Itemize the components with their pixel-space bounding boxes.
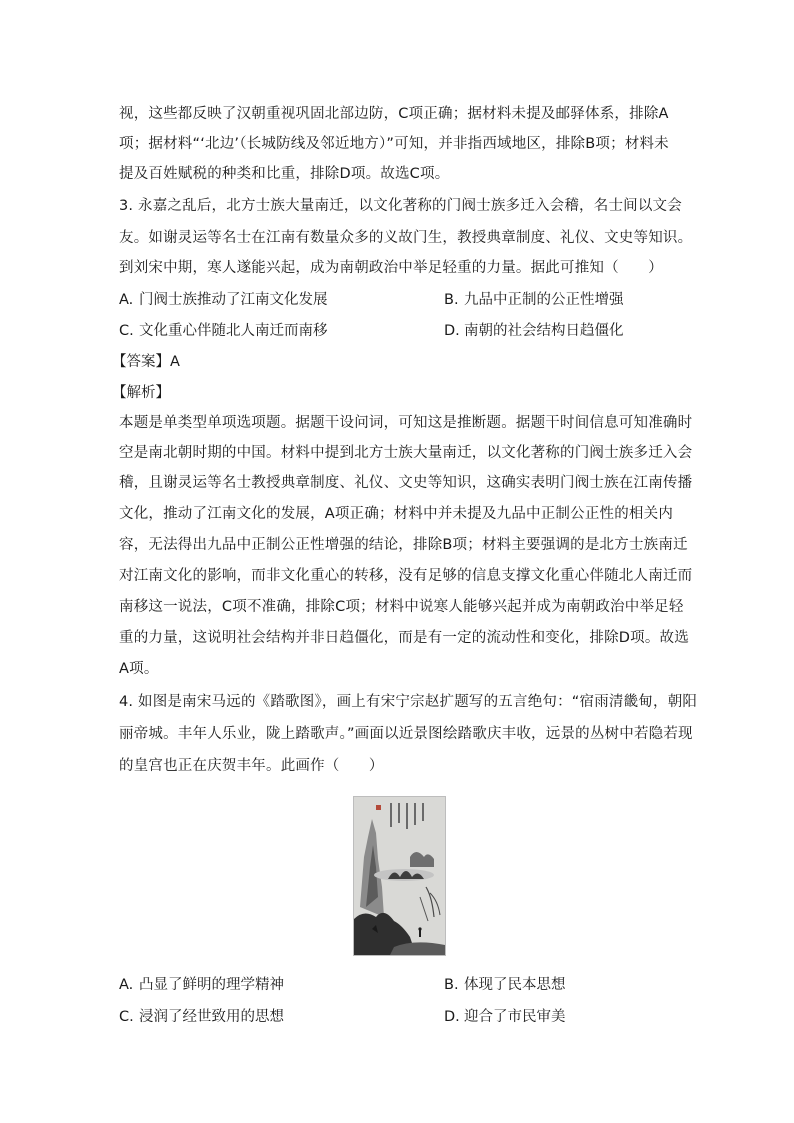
q2-text-line: 提及百姓赋税的种类和比重，排除D项。故选C项。: [119, 166, 450, 182]
analysis-line: A项。: [119, 661, 159, 677]
q4-option-a: [119, 975, 284, 995]
option-key: D.: [444, 1009, 460, 1025]
option-text: 浸润了经世致用的思想: [139, 1009, 284, 1025]
option-text: 迎合了市民审美: [464, 1009, 566, 1025]
q4-option-b: [444, 975, 566, 995]
option-key: C.: [119, 1009, 134, 1025]
option-text: 九品中正制的公正性增强: [464, 292, 624, 308]
option-text: 南朝的社会结构日趋僵化: [464, 323, 624, 339]
q4-option-c: [119, 1007, 284, 1027]
q4-stem-line: 的皇宫也正在庆贺丰年。此画作（ ）: [119, 758, 384, 774]
option-key: C.: [119, 323, 134, 339]
analysis-line: 重的力量，这说明社会结构并非日趋僵化，而是有一定的流动性和变化，排除D项。故选: [119, 630, 689, 646]
analysis-label: 【解析】: [112, 385, 170, 401]
option-text: 文化重心伴随北人南迁而南移: [139, 323, 328, 339]
option-text: 凸显了鲜明的理学精神: [139, 977, 284, 993]
q3-option-b: [444, 290, 624, 310]
option-key: A.: [119, 292, 134, 308]
q4-stem-line: 4. 如图是南宋马远的《踏歌图》，画上有宋宁宗赵扩题写的五言绝句：“宿雨清畿甸，朝阳: [119, 694, 698, 710]
q4-option-d: [444, 1007, 566, 1027]
analysis-line: 容，无法得出九品中正制公正性增强的结论，排除B项；材料主要强调的是北方士族南迁: [119, 537, 688, 553]
option-text: 体现了民本思想: [464, 977, 566, 993]
option-key: B.: [444, 292, 459, 308]
answer-label: 【答案】A: [112, 354, 180, 370]
q3-option-a: [119, 290, 328, 310]
analysis-line: 稽，且谢灵运等名士教授典章制度、礼仪、文史等知识，这确实表明门阀士族在江南传播: [119, 475, 693, 491]
option-key: B.: [444, 977, 459, 993]
analysis-line: 南移这一说法，C项不准确，排除C项；材料中说寒人能够兴起并成为南朝政治中举足轻: [119, 599, 684, 615]
option-key: D.: [444, 323, 460, 339]
tage-tu-painting-image: [353, 796, 446, 956]
q3-option-d: [444, 321, 624, 341]
analysis-line: 空是南北朝时期的中国。材料中提到北方士族大量南迁，以文化著称的门阀士族多迁入会: [119, 445, 693, 461]
q3-stem-line: 到刘宋中期，寒人遂能兴起，成为南朝政治中举足轻重的力量。据此可推知（ ）: [119, 260, 663, 276]
analysis-line: 本题是单类型单项选项题。据题干设问词，可知这是推断题。据题干时间信息可知准确时: [119, 415, 693, 431]
q3-stem-line: 友。如谢灵运等名士在江南有数量众多的义故门生，教授典章制度、礼仪、文史等知识。: [119, 230, 693, 246]
q2-text-line: 视，这些都反映了汉朝重视巩固北部边防，C项正确；据材料未提及邮驿体系，排除A: [119, 106, 669, 122]
q3-stem-line: 3. 永嘉之乱后，北方士族大量南迁，以文化著称的门阀士族多迁入会稽，名士间以文会: [119, 198, 682, 214]
option-key: A.: [119, 977, 134, 993]
option-text: 门阀士族推动了江南文化发展: [139, 292, 328, 308]
analysis-line: 对江南文化的影响，而非文化重心的转移，没有足够的信息支撑文化重心伴随北人南迁而: [119, 568, 693, 584]
q3-option-c: [119, 321, 328, 341]
analysis-line: 文化，推动了江南文化的发展，A项正确；材料中并未提及九品中正制公正性的相关内: [119, 506, 674, 522]
q4-stem-line: 丽帝城。丰年人乐业，陇上踏歌声。”画面以近景图绘踏歌庆丰收，远景的丛树中若隐若现: [119, 726, 693, 742]
q2-text-line: 项；据材料“‘北边’（长城防线及邻近地方）”可知，并非指西域地区，排除B项；材料未: [119, 136, 669, 152]
